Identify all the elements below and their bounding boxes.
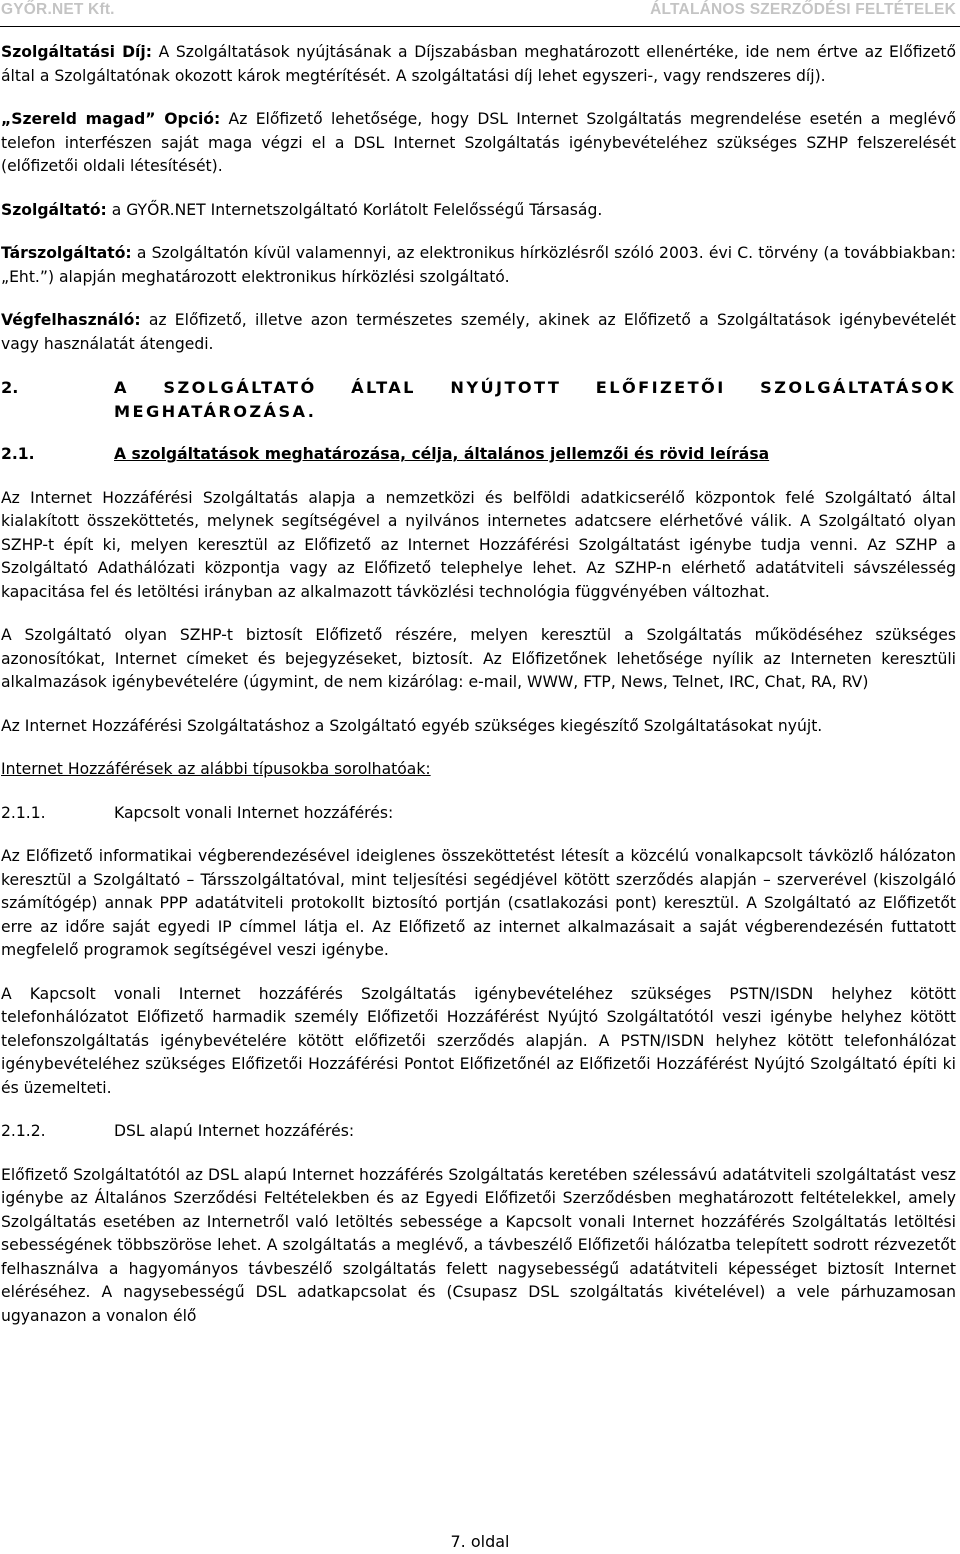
section-title: DSL alapú Internet hozzáférés: — [114, 1122, 355, 1140]
definition-szolgaltatasi-dij — [1, 41, 956, 88]
definition-vegfelhasznalo — [1, 309, 956, 356]
section-title: Kapcsolt vonali Internet hozzáférés: — [114, 803, 394, 822]
section-number: 2. — [1, 378, 19, 397]
definition-term: Végfelhasználó: — [1, 311, 141, 329]
definition-text: a GYŐR.NET Internetszolgáltató Korlátolt Felelősségű Társaság. — [106, 200, 603, 219]
header-document-title: ÁLTALÁNOS SZERZŐDÉSI FELTÉTELEK — [650, 1, 956, 18]
section-title: A SZOLGÁLTATÓ ÁLTAL NYÚJTOTT ELŐFIZETŐI SZOLGÁLTATÁSOK MEGHATÁROZÁSA. — [114, 378, 956, 421]
definition-text: az Előfizető, illetve azon természetes személy, akinek az Előfizető a Szolgáltatások igénybevételét vagy használatát átengedi. — [1, 311, 956, 353]
paragraph: Az Internet Hozzáférési Szolgáltatáshoz a Szolgáltató egyéb szükséges kiegészítő Szolgáltatásokat nyújt. — [1, 716, 823, 735]
section-title: A szolgáltatások meghatározása, célja, általános jellemzői és rövid leírása — [114, 445, 770, 463]
definition-term: „Szereld magad” Opció: — [1, 110, 221, 128]
definition-term: Szolgáltató: — [1, 200, 107, 219]
definition-text: a Szolgáltatón kívül valamennyi, az elektronikus hírközlésről szóló 2003. évi C. törvény (a továbbiakban: „Eht.”) alapján meghatározott elektronikus hírközlési szolgáltató. — [1, 244, 956, 286]
section-number: 2.1. — [1, 445, 35, 463]
definition-text: Az Előfizető lehetősége, hogy DSL Internet Szolgáltatás megrendelése esetén a meglévő telefon interfészen saját maga végzi el a DSL Internet Szolgáltatás igénybevételéhez szükséges SZHP felszerelését (előfizetői oldali létesítését). — [1, 110, 956, 175]
paragraph: A Kapcsolt vonali Internet hozzáférés Szolgáltatás igénybevételéhez szükséges PSTN/ISDN helyhez kötött telefonhálózatot Előfizető harmadik személy Előfizetői Hozzáférést Nyújtó Szolgáltatótól veszi igénybe helyhez kötött telefonszolgáltatás igénybevételére kötött előfizetői szerződés alapján. A PSTN/ISDN helyhez kötött telefonhálózat igénybevételéhez szükséges Előfizetői Hozzáférési Pontot Előfizetőnél az Előfizetői Hozzáférést Nyújtó Szolgáltató építi ki és üzemelteti. — [1, 984, 956, 1097]
definition-term: Társzolgáltató: — [1, 244, 132, 262]
definition-szolgaltato — [1, 199, 956, 223]
document-body — [1, 41, 956, 1328]
section-2-heading — [1, 376, 956, 423]
section-2-1-heading — [1, 443, 956, 467]
paragraph: Az Előfizető informatikai végberendezésével ideiglenes összeköttetést létesít a közcélú vonalkapcsolt távközlő hálózaton keresztül a Szolgáltató – Társszolgáltatóval, mint teljesítési segédjével kötött szerződés alapján – szerverével (kiszolgáló számítógép) annak PPP adatátviteli protokollt biztosító portján (csatlakozási pont) keresztül. A Szolgáltató az Előfizetőt erre az időre saját egyedi IP címmel látja el. Az Előfizető az internet alkalmazásait a saját végberendezésén futtatott megfelelő programok segítségével veszi igénybe. — [1, 847, 956, 959]
paragraph: Az Internet Hozzáférési Szolgáltatás alapja a nemzetközi és belföldi adatkicserélő központok felé Szolgáltató által kialakított összeköttetés, melynek segítségével a nyilvános internetes adatcsere elérhetővé válik. A Szolgáltató olyan SZHP-t épít ki, melyen keresztül az Előfizető az Internet Hozzáférési Szolgáltatást igénybe tudja venni. Az SZHP a Szolgáltató Adathálózati központja vagy az Előfizető telephelye lehet. Az SZHP-n elérhető adatátviteli sávszélesség kapacitása fel és letöltési irányban az alkalmazott távközlési technológia függvényében változhat. — [1, 488, 956, 601]
header-company: GYŐR.NET Kft. — [1, 1, 115, 18]
definition-szereld-magad — [1, 108, 956, 179]
section-number: 2.1.1. — [1, 803, 46, 822]
page-header — [0, 0, 960, 27]
types-heading: Internet Hozzáférések az alábbi típusokba sorolhatóak: — [1, 760, 431, 778]
paragraph: Előfizető Szolgáltatótól az DSL alapú Internet hozzáférés Szolgáltatás keretében szélessávú adatátviteli szolgáltatást vesz igénybe az Általános Szerződési Feltételekben és az Egyedi Előfizetői Szerződésben meghatározott feltételekkel, amely Szolgáltatás esetében az Internetről való letöltés sebessége a Kapcsolt vonali Internet hozzáférés Szolgáltatás letöltési sebességének többszöröse lehet. A szolgáltatás a meglévő, a távbeszélő Előfizetői hálózatba telepített sodrott rézvezetőt felhasználva a hagyományos távbeszélő szolgáltatás felett nagysebességű adatátviteli képességet biztosít Internet eléréséhez. A nagysebességű DSL adatkapcsolat és (Csupasz DSL szolgáltatás kivételével) a vele párhuzamosan ugyanazon a vonalon élő — [1, 1165, 956, 1325]
section-number: 2.1.2. — [1, 1122, 46, 1140]
definition-tarsszolgaltato — [1, 242, 956, 289]
section-2-1-1-heading — [1, 802, 956, 826]
definition-text: A Szolgáltatások nyújtásának a Díjszabásban meghatározott ellenértéke, ide nem értve az Előfizető által a Szolgáltatónak okozott károk megtérítését. A szolgáltatási díj lehet egyszeri-, vagy rendszeres díj). — [1, 43, 956, 85]
definition-term: Szolgáltatási Díj: — [1, 43, 152, 61]
section-2-1-2-heading — [1, 1120, 956, 1144]
page-number: 7. oldal — [450, 1532, 510, 1551]
paragraph: A Szolgáltató olyan SZHP-t biztosít Előfizető részére, melyen keresztül a Szolgáltatás működéséhez szükséges azonosítókat, Internet címeket és bejegyzéseket, biztosít. Az Előfizetőnek lehetősége nyílik az Interneten keresztüli alkalmazások igénybevételére (úgymint, de nem kizárólag: e-mail, WWW, FTP, News, Telnet, IRC, Chat, RA, RV) — [1, 626, 956, 691]
